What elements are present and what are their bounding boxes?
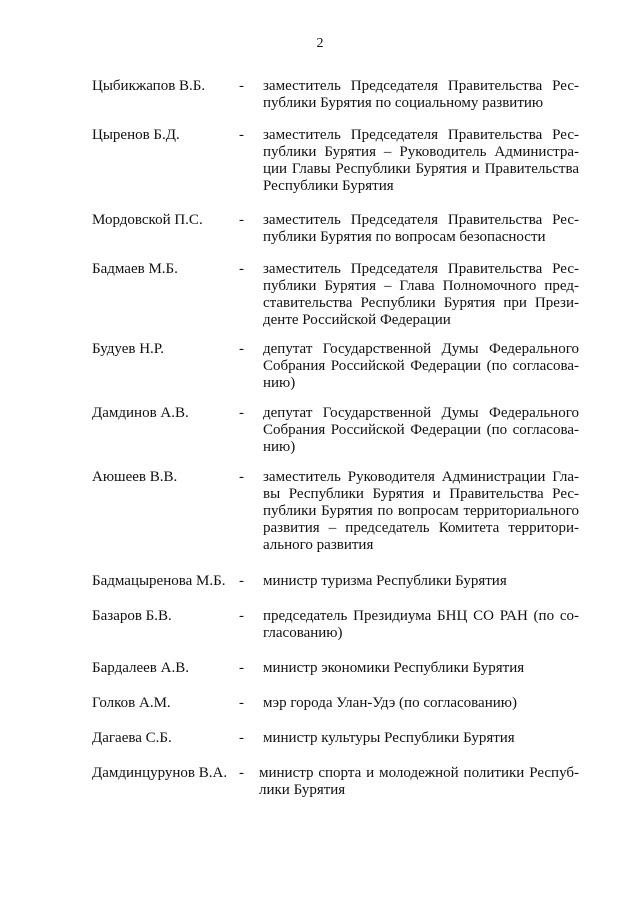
position-line: нию) [263, 439, 296, 455]
position-line: публики Бурятия – Глава Полномочного пред- [263, 278, 579, 294]
dash-separator: - [239, 127, 244, 143]
member-name: Базаров Б.В. [92, 608, 172, 624]
member-position [263, 212, 579, 246]
member-name: Будуев Н.Р. [92, 341, 165, 357]
dash-separator: - [239, 608, 244, 624]
position-line: вы Республики Бурятия и Правительства Рес- [263, 486, 579, 502]
page-number: 2 [316, 36, 324, 51]
member-name: Дагаева С.Б. [92, 730, 172, 746]
position-line: нию) [263, 375, 296, 391]
position-line: гласованию) [263, 625, 343, 641]
dash-separator: - [239, 660, 244, 676]
dash-separator: - [239, 405, 244, 421]
member-position [263, 730, 579, 747]
position-line: публики Бурятия по вопросам территориального [263, 503, 579, 519]
position-line: лики Бурятия [259, 782, 346, 798]
member-position [263, 695, 579, 712]
dash-separator: - [239, 341, 244, 357]
position-line: публики Бурятия по вопросам безопасности [263, 229, 546, 245]
position-line: министр туризма Республики Бурятия [263, 573, 507, 589]
position-line: денте Российской Федерации [263, 312, 451, 328]
position-line: публики Бурятия – Руководитель Администра- [263, 144, 579, 160]
position-line: ального развития [263, 537, 374, 553]
member-name: Цыренов Б.Д. [92, 127, 180, 143]
position-line: министр культуры Республики Бурятия [263, 730, 515, 746]
dash-separator: - [239, 765, 244, 781]
dash-separator: - [239, 469, 244, 485]
dash-separator: - [239, 730, 244, 746]
member-name: Аюшеев В.В. [92, 469, 178, 485]
dash-separator: - [239, 573, 244, 589]
position-line: депутат Государственной Думы Федерального [263, 341, 579, 357]
dash-separator: - [239, 261, 244, 277]
dash-separator: - [239, 212, 244, 228]
member-name: Бадмаев М.Б. [92, 261, 178, 277]
member-position [263, 261, 579, 329]
position-line: Собрания Российской Федерации (по согласова- [263, 358, 579, 374]
member-position [263, 608, 579, 642]
member-name: Дамдинов А.В. [92, 405, 189, 421]
position-line: заместитель Председателя Правительства Рес- [263, 212, 579, 228]
member-name: Дамдинцурунов В.А. [92, 765, 228, 781]
position-line: министр спорта и молодежной политики Респуб- [259, 765, 579, 781]
position-line: развития – председатель Комитета территори- [263, 520, 579, 536]
position-line: заместитель Председателя Правительства Рес- [263, 261, 579, 277]
member-position [259, 765, 579, 799]
position-line: Собрания Российской Федерации (по согласова- [263, 422, 579, 438]
member-name: Голков А.М. [92, 695, 171, 711]
position-line: мэр города Улан-Удэ (по согласованию) [263, 695, 517, 711]
member-name: Мордовской П.С. [92, 212, 203, 228]
position-line: депутат Государственной Думы Федерального [263, 405, 579, 421]
member-name: Бардалеев А.В. [92, 660, 189, 676]
dash-separator: - [239, 695, 244, 711]
position-line: заместитель Председателя Правительства Рес- [263, 78, 579, 94]
member-position [263, 660, 579, 677]
position-line: ставительства Республики Бурятия при Прези- [263, 295, 579, 311]
position-line: Республики Бурятия [263, 178, 394, 194]
position-line: председатель Президиума БНЦ СО РАН (по со- [263, 608, 579, 624]
position-line: заместитель Руководителя Администрации Гла- [263, 469, 579, 485]
member-position [263, 127, 579, 195]
position-line: публики Бурятия по социальному развитию [263, 95, 544, 111]
position-line: заместитель Председателя Правительства Рес- [263, 127, 579, 143]
member-position [263, 341, 579, 392]
member-position [263, 78, 579, 112]
member-position [263, 405, 579, 456]
member-name: Бадмацыренова М.Б. [92, 573, 226, 589]
position-line: ции Главы Республики Бурятия и Правительства [263, 161, 579, 177]
position-line: министр экономики Республики Бурятия [263, 660, 525, 676]
member-position [263, 469, 579, 554]
member-name: Цыбикжапов В.Б. [92, 78, 206, 94]
member-position [263, 573, 579, 590]
dash-separator: - [239, 78, 244, 94]
